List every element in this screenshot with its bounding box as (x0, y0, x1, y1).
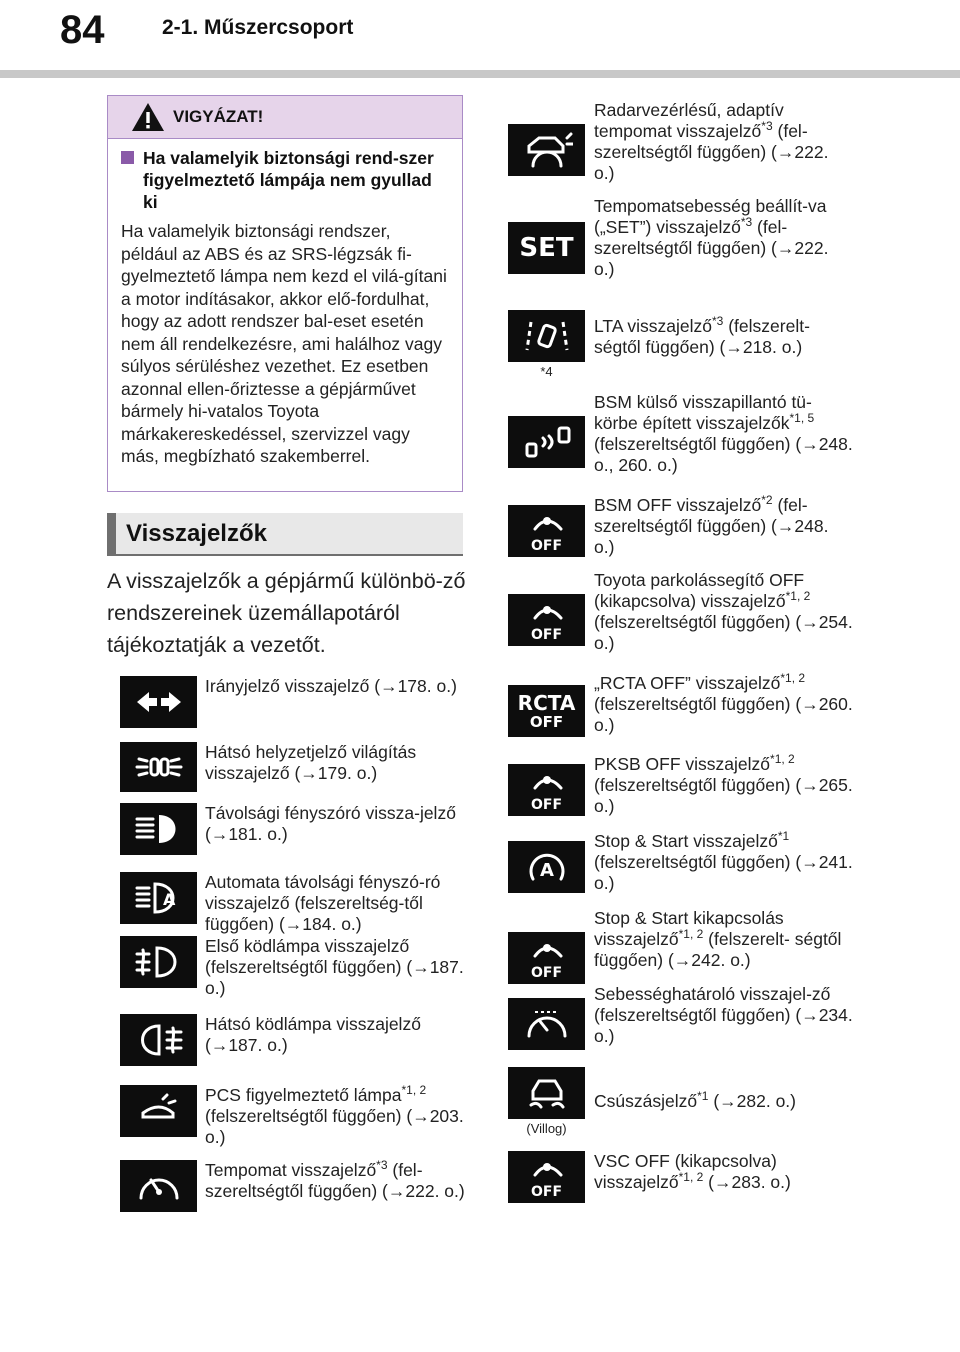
icon-glyph (521, 849, 573, 885)
description-text: Sebességhatároló visszajel-ző (felszereltségtől függően) (→234. o.) (594, 984, 853, 1046)
footnote-marker: *3 (712, 314, 724, 329)
icon-glyph (133, 880, 185, 916)
bullet-square-icon (121, 151, 134, 164)
icon-note: *4 (540, 364, 553, 379)
indicator-description (205, 1160, 465, 1202)
footnote-marker: *1 (697, 1089, 709, 1104)
icon-glyph (521, 1006, 573, 1042)
icon-label: OFF (530, 965, 563, 981)
footnote-marker: *1, 2 (770, 752, 795, 767)
indicator-description (594, 984, 853, 1047)
icon-glyph (133, 944, 185, 980)
icon-glyph (133, 1022, 185, 1058)
icon-glyph (521, 318, 573, 354)
icon-glyph (521, 1155, 573, 1181)
caution-title: VIGYÁZAT! (173, 107, 264, 126)
icon-label-2: OFF (529, 712, 564, 731)
icon-glyph (133, 749, 185, 785)
indicator-description (594, 754, 853, 817)
intro-text: A visszajelzők a gépjármű különbö-ző rendszereinek üzemállapotáról tájékoztatják a vezetőt. (107, 569, 466, 657)
description-text-cont: (fel- (772, 495, 808, 515)
front-fog-light-icon (120, 936, 197, 988)
bsm-mirror-icon (508, 416, 585, 468)
indicator-description (205, 872, 465, 935)
set-icon (508, 222, 585, 274)
description-reference: (felszereltségtől függően) (→265. o.) (594, 775, 853, 816)
icon-label: SET (519, 233, 574, 263)
section-title: 2-1. Műszercsoport (162, 16, 354, 39)
indicator-description (205, 803, 465, 845)
icon-glyph (133, 811, 185, 847)
radar-cruise-icon (508, 124, 585, 176)
icon-label: OFF (530, 538, 563, 554)
vsc-off-icon (508, 1151, 585, 1203)
cruise-control-icon (120, 1160, 197, 1212)
indicator-description (594, 1151, 853, 1193)
caution-header (108, 96, 462, 139)
footnote-marker: *1, 2 (401, 1083, 427, 1098)
warning-triangle-icon (130, 101, 166, 133)
description-text: LTA visszajelző (594, 316, 713, 336)
indicator-description (205, 742, 465, 784)
icon-glyph (133, 1168, 185, 1204)
stop-start-icon (508, 841, 585, 893)
description-text-cont: (fel- (772, 121, 808, 141)
indicator-row (508, 570, 853, 660)
icon-label: OFF (530, 1184, 563, 1200)
caution-box (107, 95, 463, 492)
description-reference: (→178. o.) (374, 676, 457, 696)
description-text: Hátsó ködlámpa visszajelző (→187. o.) (205, 1014, 421, 1055)
description-text: VSC OFF (kikapcsolva) visszajelző (594, 1151, 777, 1192)
rcta-off-icon (508, 685, 585, 737)
indicator-description (594, 196, 853, 280)
description-text: Tempomatsebesség beállít-va („SET”) visszajelző (594, 196, 827, 237)
description-reference: ségtől függően) (→218. o.) (594, 337, 803, 357)
caution-subtitle: Ha valamelyik biztonsági rend-szer figyelmeztető lámpája nem gyullad ki (108, 147, 462, 213)
indicator-row (120, 803, 465, 867)
description-text: Távolsági fényszóró vissza-jelző (→181. o.) (205, 803, 456, 844)
indicator-description (594, 100, 853, 184)
pcs-off-icon (120, 1085, 197, 1137)
icon-label: OFF (530, 627, 563, 643)
icon-glyph (521, 768, 573, 794)
indicator-row (120, 742, 465, 806)
description-text: Stop & Start visszajelző (594, 831, 778, 851)
rear-fog-light-icon (120, 1014, 197, 1066)
parking-assist-off-icon (508, 594, 585, 646)
indicator-description (594, 908, 853, 971)
icon-glyph (521, 132, 573, 168)
indicator-row (508, 984, 853, 1074)
footnote-marker: *1, 2 (785, 589, 811, 604)
icon-label: RCTA (517, 690, 576, 715)
speed-limiter-icon (508, 998, 585, 1050)
pksb-off-icon (508, 764, 585, 816)
description-text: BSM OFF visszajelző (594, 495, 762, 515)
description-text: Hátsó helyzetjelző világítás visszajelző (→179. o.) (205, 742, 417, 783)
indicator-row (508, 100, 853, 190)
description-reference: szereltségtől függően) (→248. o.) (594, 516, 829, 557)
description-text: Automata távolsági fényszó-ró visszajelző (felszereltség-től függően) (→184. o.) (205, 872, 441, 934)
indicator-row (508, 196, 853, 286)
description-text: BSM külső visszapillantó tü-körbe épített visszajelzők (594, 392, 812, 433)
description-reference: szereltségtől függően) (→222. o.) (205, 1181, 465, 1201)
description-text: Radarvezérlésű, adaptív tempomat visszajelző (594, 100, 784, 141)
description-reference: ségtől függően) (→242. o.) (594, 929, 842, 970)
description-text: „RCTA OFF” visszajelző (594, 673, 781, 693)
page-number: 84 (60, 8, 105, 52)
turn-signal-icon (120, 676, 197, 728)
footnote-marker: *3 (376, 1158, 388, 1173)
svg-text:A: A (539, 860, 554, 881)
footnote-marker: *1 (777, 829, 790, 844)
description-text: PKSB OFF visszajelző (594, 754, 771, 774)
icon-glyph (133, 1093, 185, 1129)
description-text-cont: (felszerelt- (723, 316, 810, 336)
indicator-description (205, 936, 465, 999)
footnote-marker: *1, 2 (678, 927, 704, 942)
indicator-row (120, 1014, 465, 1078)
icon-glyph (521, 1075, 573, 1111)
svg-text:A: A (162, 890, 175, 909)
indicator-row (508, 673, 853, 763)
footnote-marker: *1, 2 (780, 671, 806, 686)
indicator-description (594, 1091, 853, 1112)
footnote-marker: *3 (740, 215, 753, 230)
auto-high-beam-icon (120, 872, 197, 924)
description-text: Stop & Start kikapcsolás visszajelző (594, 908, 784, 949)
indicator-description (205, 1014, 465, 1056)
header-rule (0, 70, 960, 78)
indicator-description (594, 495, 853, 558)
slip-indicator-icon (508, 1067, 585, 1119)
indicator-description (594, 392, 853, 476)
description-text: Első ködlámpa visszajelző (felszereltségtől függően) (→187. o.) (205, 936, 464, 998)
description-reference: szereltségtől függően) (→222. o.) (594, 142, 829, 183)
indicator-row (120, 1160, 465, 1224)
description-text: PCS figyelmeztető lámpa (205, 1085, 402, 1105)
icon-glyph (521, 598, 573, 624)
icon-glyph (133, 684, 185, 720)
indicator-row (508, 310, 853, 400)
description-text: Irányjelző visszajelző (205, 676, 370, 696)
indicator-description (594, 316, 853, 358)
description-text: Csúszásjelző (594, 1091, 698, 1111)
section-heading: Visszajelzők (107, 513, 463, 556)
indicator-row (120, 936, 465, 1000)
high-beam-icon (120, 803, 197, 855)
indicator-row (508, 1067, 853, 1157)
lta-icon (508, 310, 585, 362)
description-text-cont: (→282. o.) (708, 1091, 796, 1111)
indicator-description (594, 831, 853, 894)
indicator-row (508, 392, 853, 482)
description-text-cont: (felszerelt- (703, 929, 790, 949)
footnote-marker: *1, 5 (789, 411, 815, 426)
description-text-cont: (fel- (387, 1160, 423, 1180)
description-reference: (felszereltségtől függően) (→241. o.) (594, 852, 853, 893)
stop-start-off-icon (508, 932, 585, 984)
indicator-row (120, 676, 465, 740)
description-reference: (felszereltségtől függően) (→260. o.) (594, 694, 853, 735)
bsm-off-icon (508, 505, 585, 557)
description-text: Tempomat visszajelző (205, 1160, 377, 1180)
description-text-cont: (→283. o.) (703, 1172, 791, 1192)
description-reference: szereltségtől függően) (→222. o.) (594, 238, 829, 279)
description-reference: (felszereltségtől függően) (→254. o.) (594, 612, 853, 653)
indicator-description (594, 570, 853, 654)
icon-glyph (521, 424, 573, 460)
tail-light-icon (120, 742, 197, 792)
icon-glyph (521, 509, 573, 535)
indicator-row (120, 872, 465, 936)
indicator-description (594, 673, 853, 736)
caution-body: Ha valamelyik biztonsági rendszer, például az ABS és az SRS-légzsák fi-gyelmeztető lámpa nem kezd el vilá-gítani a motor indításakor, akkor elő-fordulhat, hogy az adott rendszer bal-eset esetén nem áll rendelkezésre, ami halálhoz vagy súlyos sérüléshez vezethet. Ez esetben azonnal ellen-őriztesse a gépjárművet bármely hi-vatalos Toyota márkakereskedéssel, szervizzel vagy más, megbízható szakemberrel. (121, 221, 447, 466)
indicator-description (205, 676, 465, 697)
description-reference: (felszereltségtől függően) (→203. o.) (205, 1106, 464, 1147)
indicator-row (508, 1151, 853, 1241)
icon-label: OFF (530, 797, 563, 813)
description-reference: (felszereltségtől függően) (→248. o., 260. o.) (594, 434, 853, 475)
indicator-description (205, 1085, 465, 1148)
footnote-marker: *1, 2 (678, 1170, 704, 1185)
footnote-marker: *2 (761, 493, 773, 508)
icon-note: (Villog) (526, 1121, 567, 1136)
description-text: Toyota parkolássegítő OFF (kikapcsolva) visszajelző (594, 570, 805, 611)
description-text-cont: (fel- (752, 217, 788, 237)
footnote-marker: *3 (761, 119, 773, 134)
indicator-row (120, 1085, 465, 1149)
icon-glyph (521, 936, 573, 962)
